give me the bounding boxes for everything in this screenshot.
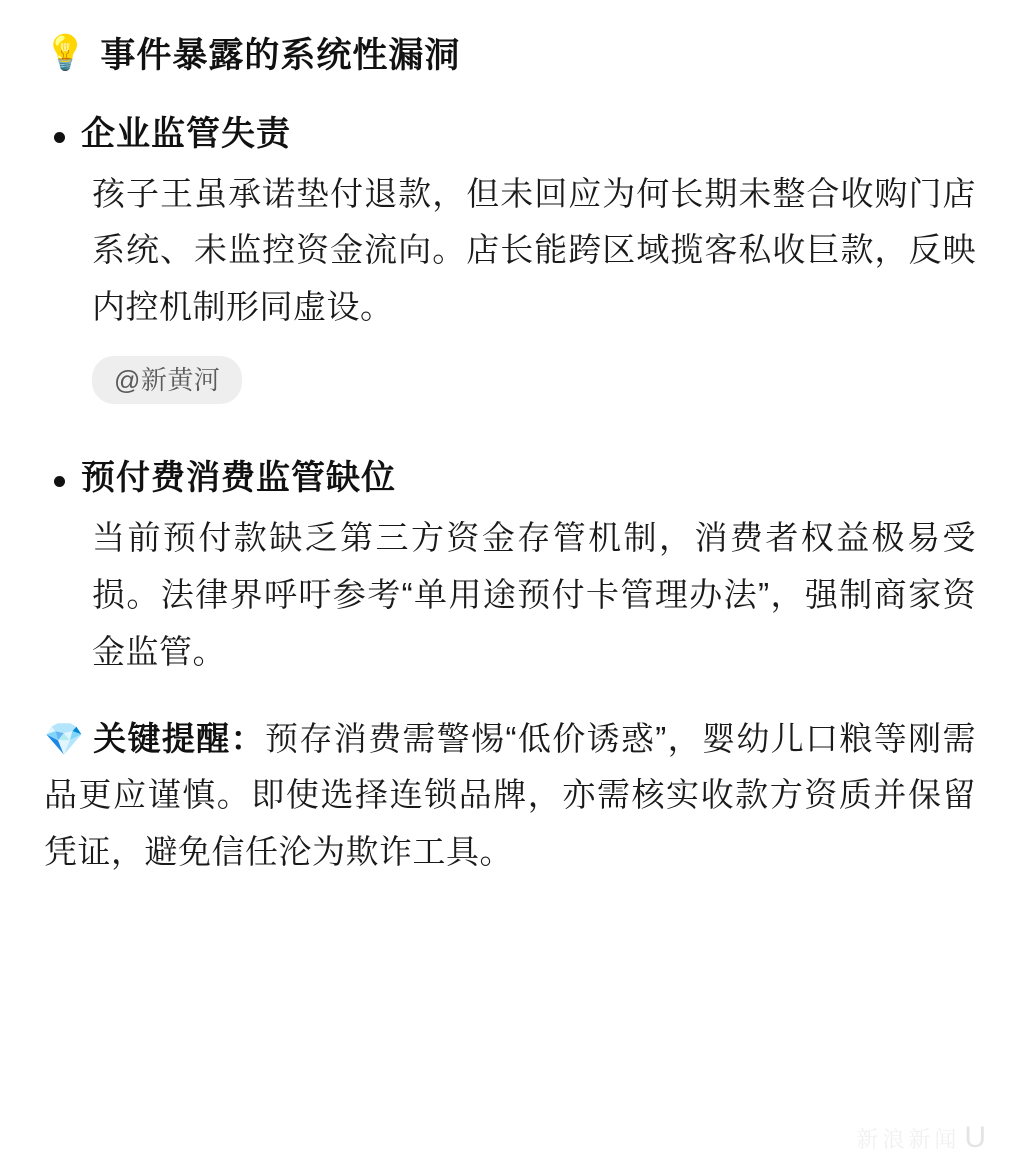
spacer — [44, 422, 976, 456]
watermark-mark: U — [964, 1121, 990, 1154]
bullet-title-row — [54, 456, 976, 502]
bullet-title-row — [54, 112, 976, 158]
bullet-title: 预付费消费监管缺位 — [81, 459, 396, 498]
gem-icon: 💎 — [44, 720, 86, 757]
watermark-text: 新浪新闻 — [856, 1127, 961, 1152]
page-title: 事件暴露的系统性漏洞 — [100, 36, 461, 75]
watermark — [856, 1121, 994, 1155]
source-badge[interactable]: @新黄河 — [92, 356, 242, 405]
source-chip-wrap — [92, 356, 976, 405]
lightbulb-icon: 💡 — [44, 34, 87, 72]
bullet-dot-icon — [54, 132, 65, 143]
bullet-body: 孩子王虽承诺垫付退款，但未回应为何长期未整合收购门店系统、未监控资金流向。店长能跨区域揽客私收巨款，反映内控机制形同虚设。 — [92, 174, 976, 326]
key-reminder-text: 预存消费需警惕“低价诱惑”，婴幼儿口粮等刚需品更应谨慎。即使选择连锁品牌，亦需核实收款方资质并保留凭证，避免信任沦为欺诈工具。 — [44, 719, 977, 871]
bullet-title: 企业监管失责 — [81, 114, 291, 153]
key-reminder-paragraph — [44, 711, 976, 881]
list-item — [44, 112, 976, 405]
list-item — [44, 456, 976, 680]
section-heading — [44, 34, 976, 78]
bullet-body: 当前预付款缺乏第三方资金存管机制，消费者权益极易受损。法律界呼吁参考“单用途预付卡管理办法”，强制商家资金监管。 — [92, 519, 976, 670]
bullet-dot-icon — [54, 476, 65, 487]
key-reminder-label: 关键提醒： — [93, 719, 265, 757]
